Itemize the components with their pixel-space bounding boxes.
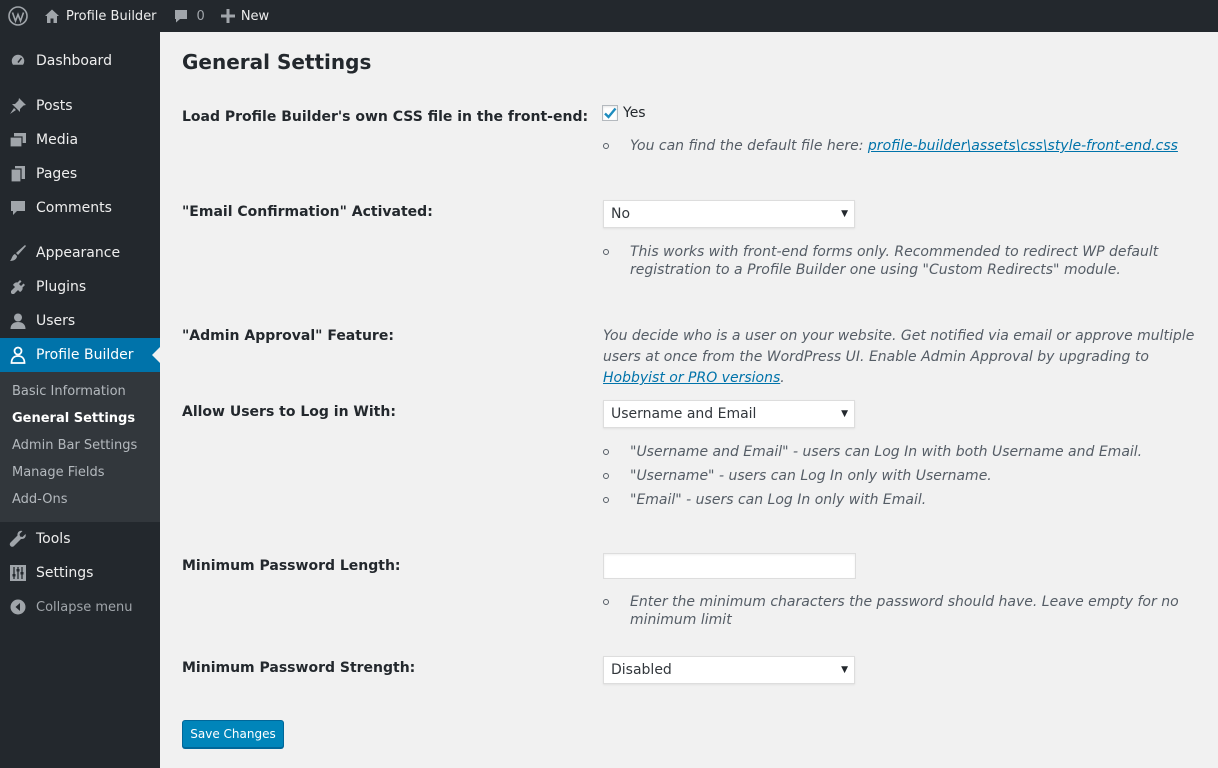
- plug-icon: [0, 278, 36, 296]
- comments-link[interactable]: [165, 0, 213, 32]
- sidebar-item-label: Posts: [36, 98, 73, 114]
- sidebar-item-tools[interactable]: [0, 522, 160, 556]
- save-changes-button[interactable]: Save Changes: [182, 720, 284, 748]
- dashboard-icon: [0, 52, 36, 70]
- min-password-length-input[interactable]: [603, 553, 856, 579]
- upgrade-versions-link[interactable]: Hobbyist or PRO versions: [603, 370, 781, 386]
- sidebar-item-comments[interactable]: [0, 191, 160, 225]
- new-label: New: [240, 8, 270, 24]
- list-item: Enter the minimum characters the password should have. Leave empty for no minimum limit: [603, 593, 1202, 629]
- login-with-select[interactable]: [603, 400, 855, 428]
- list-item: "Email" - users can Log In only with Email.: [603, 491, 1142, 509]
- pin-icon: [0, 97, 36, 115]
- wrench-icon: [0, 530, 36, 548]
- collapse-menu-label: Collapse menu: [36, 599, 133, 615]
- list-item: "Username" - users can Log In only with Username.: [603, 467, 1142, 485]
- min-password-strength-select[interactable]: [603, 656, 855, 684]
- media-icon: [0, 131, 36, 149]
- css-file-field: [602, 105, 646, 121]
- submenu-general-settings[interactable]: General Settings: [12, 411, 136, 426]
- person-icon: [0, 346, 36, 364]
- admin-bar: [0, 0, 1218, 32]
- select-value: Disabled: [611, 662, 672, 678]
- sidebar-item-label: Settings: [36, 565, 94, 581]
- submenu-manage-fields[interactable]: Manage Fields: [12, 465, 105, 480]
- list-item: You can find the default file here: profile-builder\assets\css\style-front-end.css: [603, 137, 1178, 155]
- sidebar-item-plugins[interactable]: [0, 270, 160, 304]
- select-value: No: [611, 206, 631, 222]
- email-confirmation-label: "Email Confirmation" Activated:: [182, 204, 433, 220]
- sliders-icon: [0, 564, 36, 582]
- min-password-strength-label: Minimum Password Strength:: [182, 660, 416, 676]
- sidebar-item-label: Tools: [36, 531, 71, 547]
- plus-icon: [221, 9, 235, 23]
- login-with-label: Allow Users to Log in With:: [182, 404, 396, 420]
- user-icon: [0, 312, 36, 330]
- profile-builder-submenu: [0, 372, 160, 522]
- sidebar-item-label: Pages: [36, 166, 78, 182]
- submenu-basic-information[interactable]: Basic Information: [12, 384, 126, 399]
- default-css-file-link[interactable]: profile-builder\assets\css\style-front-end.css: [867, 138, 1178, 154]
- login-with-description: [603, 443, 1142, 509]
- sidebar-item-media[interactable]: [0, 123, 160, 157]
- sidebar-item-settings[interactable]: [0, 556, 160, 590]
- sidebar-item-pages[interactable]: [0, 157, 160, 191]
- sidebar-item-label: Appearance: [36, 245, 121, 261]
- select-value: Username and Email: [611, 406, 757, 422]
- sidebar-item-appearance[interactable]: [0, 236, 160, 270]
- site-name-link[interactable]: [36, 0, 165, 32]
- pages-icon: [0, 165, 36, 183]
- new-content-link[interactable]: [213, 0, 277, 32]
- load-css-checkbox-label: Yes: [623, 105, 646, 121]
- comment-icon: [0, 199, 36, 217]
- sidebar-item-label: Comments: [36, 200, 112, 216]
- sidebar-item-dashboard[interactable]: [0, 44, 160, 78]
- brush-icon: [0, 244, 36, 262]
- comment-icon: [173, 8, 189, 24]
- collapse-arrow-icon: [0, 599, 36, 615]
- min-password-length-description: [603, 593, 1202, 629]
- css-file-description: [603, 137, 1178, 155]
- admin-approval-description: You decide who is a user on your website. Get notified via email or approve multiple users at once from the WordPress UI. Enable Admin Approval by upgrading to Hobbyist or PRO versions.: [603, 328, 1195, 386]
- sidebar-item-label: Users: [36, 313, 76, 329]
- email-confirmation-select[interactable]: [603, 200, 855, 228]
- list-item: This works with front-end forms only. Recommended to redirect WP default registration to a Profile Builder one using "Custom Redirects" module.: [603, 243, 1203, 279]
- sidebar-item-label: Profile Builder: [36, 347, 134, 363]
- submenu-admin-bar-settings[interactable]: Admin Bar Settings: [12, 438, 138, 453]
- page-title: General Settings: [182, 50, 372, 74]
- css-file-label: Load Profile Builder's own CSS file in the front-end:: [182, 109, 589, 125]
- submenu-add-ons[interactable]: Add-Ons: [12, 492, 68, 507]
- comments-count: 0: [196, 8, 205, 24]
- list-item: "Username and Email" - users can Log In with both Username and Email.: [603, 443, 1142, 461]
- sidebar-item-label: Media: [36, 132, 79, 148]
- load-css-checkbox[interactable]: [602, 105, 618, 121]
- chevron-down-icon: ▼: [841, 209, 848, 219]
- home-icon: [44, 8, 60, 24]
- admin-approval-label: "Admin Approval" Feature:: [182, 328, 394, 344]
- chevron-down-icon: ▼: [841, 409, 848, 419]
- checkmark-icon: [603, 106, 617, 120]
- sidebar-item-posts[interactable]: [0, 89, 160, 123]
- email-confirmation-description: [603, 243, 1203, 279]
- admin-sidebar: [0, 32, 160, 768]
- sidebar-item-profile-builder[interactable]: [0, 338, 160, 372]
- sidebar-item-label: Dashboard: [36, 53, 112, 69]
- chevron-down-icon: ▼: [841, 665, 848, 675]
- sidebar-item-users[interactable]: [0, 304, 160, 338]
- wordpress-logo-icon[interactable]: [0, 0, 36, 32]
- collapse-menu-button[interactable]: [0, 590, 160, 624]
- site-name: Profile Builder: [66, 8, 157, 24]
- sidebar-item-label: Plugins: [36, 279, 87, 295]
- min-password-length-label: Minimum Password Length:: [182, 558, 401, 574]
